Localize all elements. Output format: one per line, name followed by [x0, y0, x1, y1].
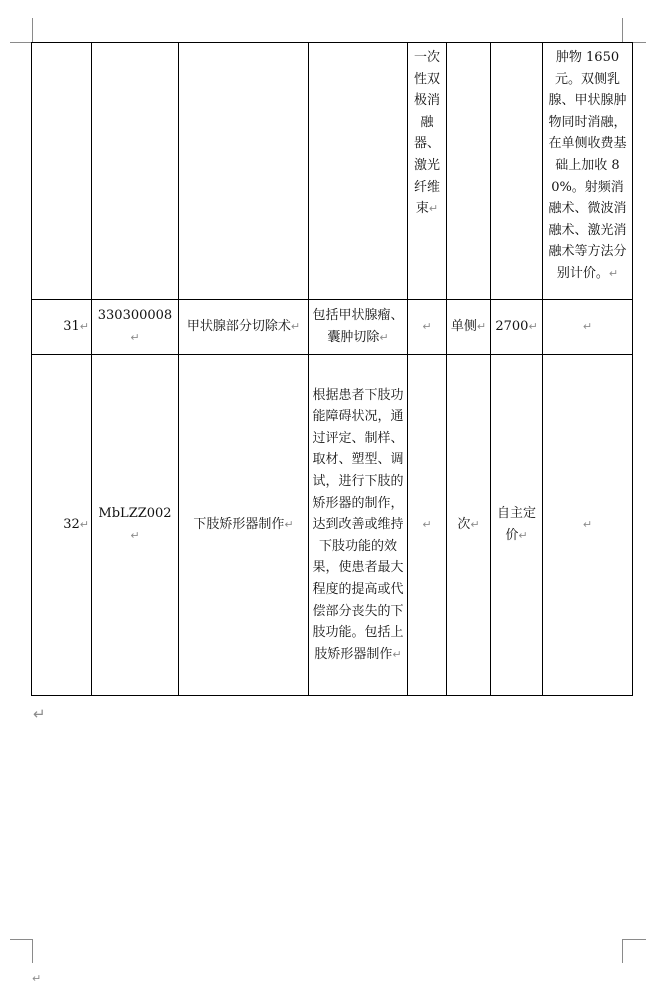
paragraph-mark-icon: ↵ [284, 518, 294, 532]
cell-code[interactable]: 330300008↵ [92, 300, 179, 355]
paragraph-mark-icon: ↵ [32, 972, 42, 985]
paragraph-mark-icon: ↵ [608, 266, 619, 280]
cell-code[interactable]: MbLZZ002↵ [92, 355, 179, 696]
cell-content[interactable]: 根据患者下肢功能障碍状况，通过评定、制样、取材、塑型、调试，进行下肢的矫形器的制作，达到改善或维持下肢功能的效果，使患者最大程度的提高或代偿部分丧失的下肢功能。包括上肢矫形器制作↵ [309, 355, 408, 696]
cell-unit[interactable]: 单侧↵ [447, 300, 491, 355]
cell-remarks[interactable] [543, 300, 633, 355]
cell-materials[interactable]: 一次性双极消融器、激光纤维束↵ [408, 43, 447, 300]
paragraph-mark-icon: ↵ [470, 518, 480, 532]
cell-price[interactable]: 自主定价↵ [491, 355, 543, 696]
paragraph-mark-icon: ↵ [79, 518, 89, 532]
paragraph-mark-icon: ↵ [130, 529, 140, 542]
paragraph-mark-icon: ↵ [379, 331, 389, 344]
table-row [32, 355, 633, 696]
cell-no[interactable] [32, 43, 92, 300]
cell-unit[interactable]: 次↵ [447, 355, 491, 696]
cell-remarks[interactable]: 肿物 1650 元。双侧乳腺、甲状腺肿物同时消融，在单侧收费基础上加收 80%。射频消融术、微波消融术、激光消融术等方法分别计价。↵ [543, 43, 633, 300]
cell-content[interactable] [309, 43, 408, 300]
cell-name[interactable]: 下肢矫形器制作↵ [179, 355, 309, 696]
paragraph-mark-icon: ↵ [518, 529, 528, 542]
fee-items-table [31, 42, 633, 696]
cell-no[interactable]: 31↵ [32, 300, 92, 355]
cell-name[interactable] [179, 43, 309, 300]
table-row [32, 43, 633, 300]
paragraph-mark-icon: ↵ [79, 320, 89, 334]
cell-name[interactable]: 甲状腺部分切除术↵ [179, 300, 309, 355]
paragraph-mark-icon: ↵ [582, 518, 593, 532]
paragraph-mark-icon: ↵ [422, 320, 432, 334]
cell-unit[interactable] [447, 43, 491, 300]
cell-price[interactable]: 2700↵ [491, 300, 543, 355]
paragraph-mark-icon: ↵ [130, 331, 140, 344]
cell-materials[interactable] [408, 355, 447, 696]
paragraph-mark-icon: ↵ [290, 320, 301, 334]
table-row [32, 300, 633, 355]
cell-content[interactable]: 包括甲状腺瘤、囊肿切除↵ [309, 300, 408, 355]
cell-code[interactable] [92, 43, 179, 300]
paragraph-mark-icon: ↵ [392, 647, 402, 661]
paragraph-mark-icon: ↵ [428, 202, 439, 216]
paragraph-mark-icon: ↵ [422, 518, 432, 532]
cell-price[interactable] [491, 43, 543, 300]
cell-materials[interactable] [408, 300, 447, 355]
cell-remarks[interactable] [543, 355, 633, 696]
paragraph-mark-icon: ↵ [582, 320, 593, 334]
paragraph-mark-icon: ↵ [528, 320, 538, 334]
cell-no[interactable]: 32↵ [32, 355, 92, 696]
paragraph-mark-icon: ↵ [33, 705, 46, 723]
paragraph-mark-icon: ↵ [476, 320, 487, 334]
